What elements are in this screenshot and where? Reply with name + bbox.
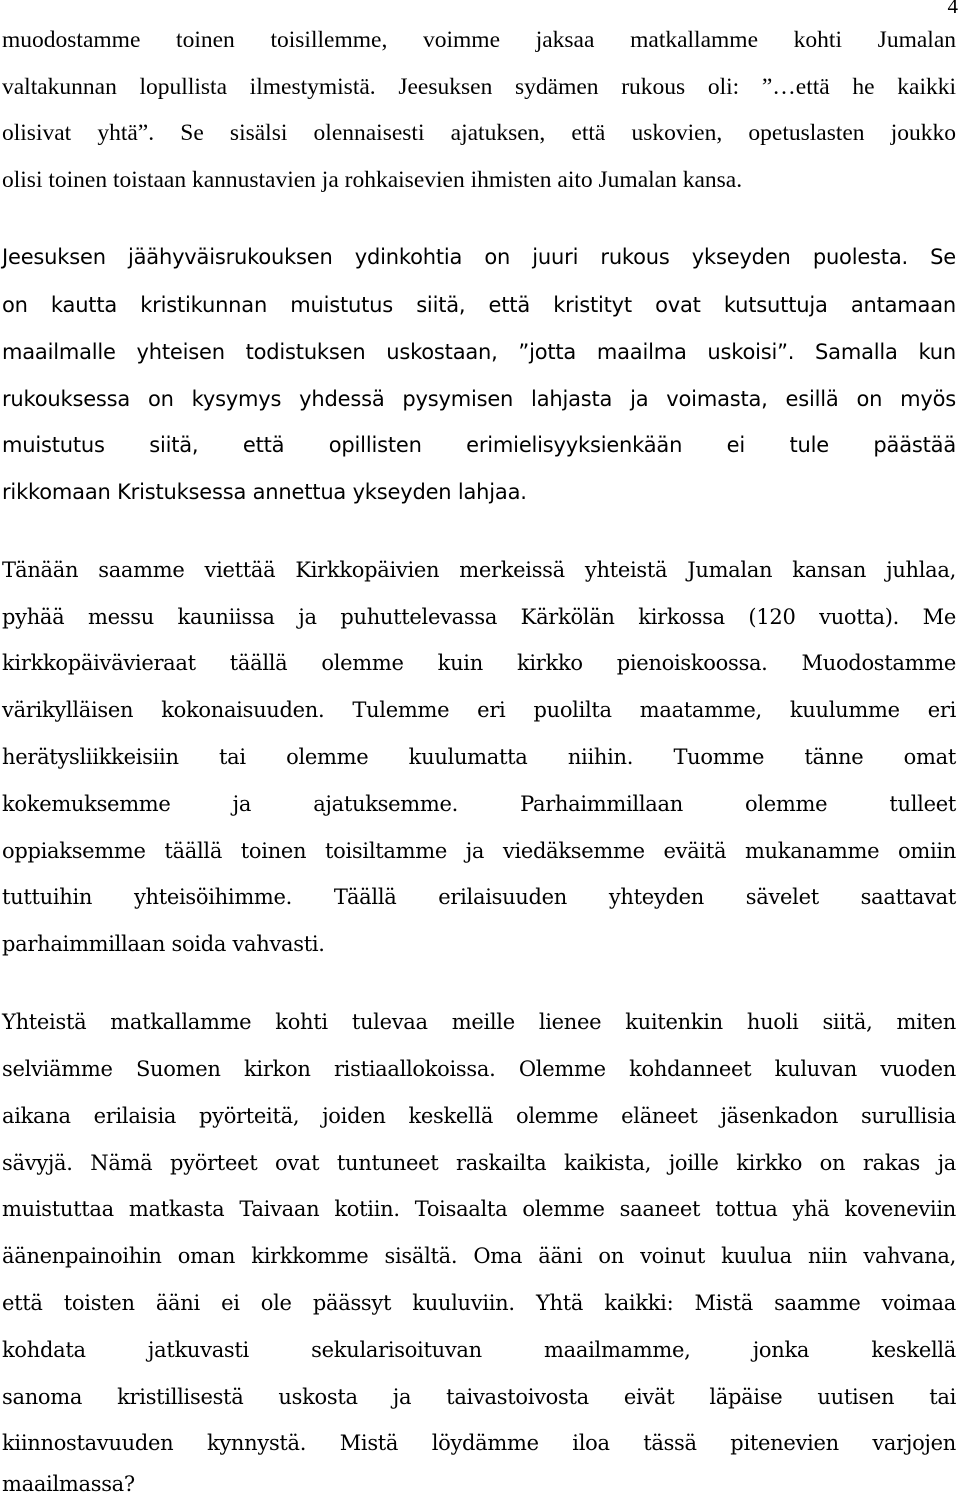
text-line: muistuttaa matkasta Taivaan kotiin. Toisaalta olemme saaneet tottua yhä koveneviin — [2, 1197, 956, 1221]
text-line: kohdata jatkuvasti sekularisoituvan maailmamme, jonka keskellä — [2, 1338, 956, 1362]
text-line: selviämme Suomen kirkon ristiaallokoissa. Olemme kohdanneet kuluvan vuoden — [2, 1057, 956, 1081]
text-line: olisi toinen toistaan kannustavien ja rohkaisevien ihmisten aito Jumalan kansa. — [2, 167, 743, 193]
text-line: äänenpainoihin oman kirkkomme sisältä. Oma ääni on voinut kuulua niin vahvana, — [2, 1244, 956, 1268]
page-number: 4 — [947, 0, 958, 18]
text-line: värikylläisen kokonaisuuden. Tulemme eri puolilta maatamme, kuulumme eri — [2, 698, 956, 722]
text-line: kokemuksemme ja ajatuksemme. Parhaimmillaan olemme tulleet — [2, 792, 956, 816]
text-line: maailmassa? — [2, 1472, 135, 1496]
text-line: tuttuihin yhteisöihimme. Täällä erilaisuuden yhteyden sävelet saattavat — [2, 885, 956, 909]
text-line: pyhää messu kauniissa ja puhuttelevassa Kärkölän kirkossa (120 vuotta). Me — [2, 605, 956, 629]
text-line: sanoma kristillisestä uskosta ja taivastoivosta eivät läpäise uutisen tai — [2, 1385, 956, 1409]
text-line: kiinnostavuuden kynnystä. Mistä löydämme iloa tässä pitenevien varjojen — [2, 1431, 956, 1455]
text-line: herätysliikkeisiin tai olemme kuulumatta niihin. Tuomme tänne omat — [2, 745, 956, 769]
text-line: parhaimmillaan soida vahvasti. — [2, 932, 325, 956]
text-line: että toisten ääni ei ole päässyt kuuluviin. Yhtä kaikki: Mistä saamme voimaa — [2, 1291, 956, 1315]
text-line: valtakunnan lopullista ilmestymistä. Jeesuksen sydämen rukous oli: ”…että he kaikki — [2, 74, 956, 100]
text-line: olisivat yhtä”. Se sisälsi olennaisesti ajatuksen, että uskovien, opetuslasten joukko — [2, 120, 956, 146]
text-line: Jeesuksen jäähyväisrukouksen ydinkohtia on juuri rukous ykseyden puolesta. Se — [2, 245, 956, 269]
text-line: sävyjä. Nämä pyörteet ovat tuntuneet raskailta kaikista, joille kirkko on rakas ja — [2, 1151, 956, 1175]
text-line: aikana erilaisia pyörteitä, joiden keskellä olemme eläneet jäsenkadon surullisia — [2, 1104, 956, 1128]
text-line: oppiaksemme täällä toinen toisiltamme ja viedäksemme eväitä mukanamme omiin — [2, 839, 956, 863]
text-line: on kautta kristikunnan muistutus siitä, että kristityt ovat kutsuttuja antamaan — [2, 293, 956, 317]
text-line: rukouksessa on kysymys yhdessä pysymisen lahjasta ja voimasta, esillä on myös — [2, 387, 956, 411]
text-line: muodostamme toinen toisillemme, voimme jaksaa matkallamme kohti Jumalan — [2, 27, 956, 53]
text-line: Yhteistä matkallamme kohti tulevaa meille lienee kuitenkin huoli siitä, miten — [2, 1010, 956, 1034]
text-line: muistutus siitä, että opillisten erimielisyyksienkään ei tule päästää — [2, 433, 956, 457]
text-line: maailmalle yhteisen todistuksen uskostaan, ”jotta maailma uskoisi”. Samalla kun — [2, 340, 956, 364]
text-line: kirkkopäivävieraat täällä olemme kuin kirkko pienoiskoossa. Muodostamme — [2, 651, 956, 675]
text-line: rikkomaan Kristuksessa annettua ykseyden lahjaa. — [2, 480, 527, 504]
text-line: Tänään saamme viettää Kirkkopäivien merkeissä yhteistä Jumalan kansan juhlaa, — [2, 558, 956, 582]
